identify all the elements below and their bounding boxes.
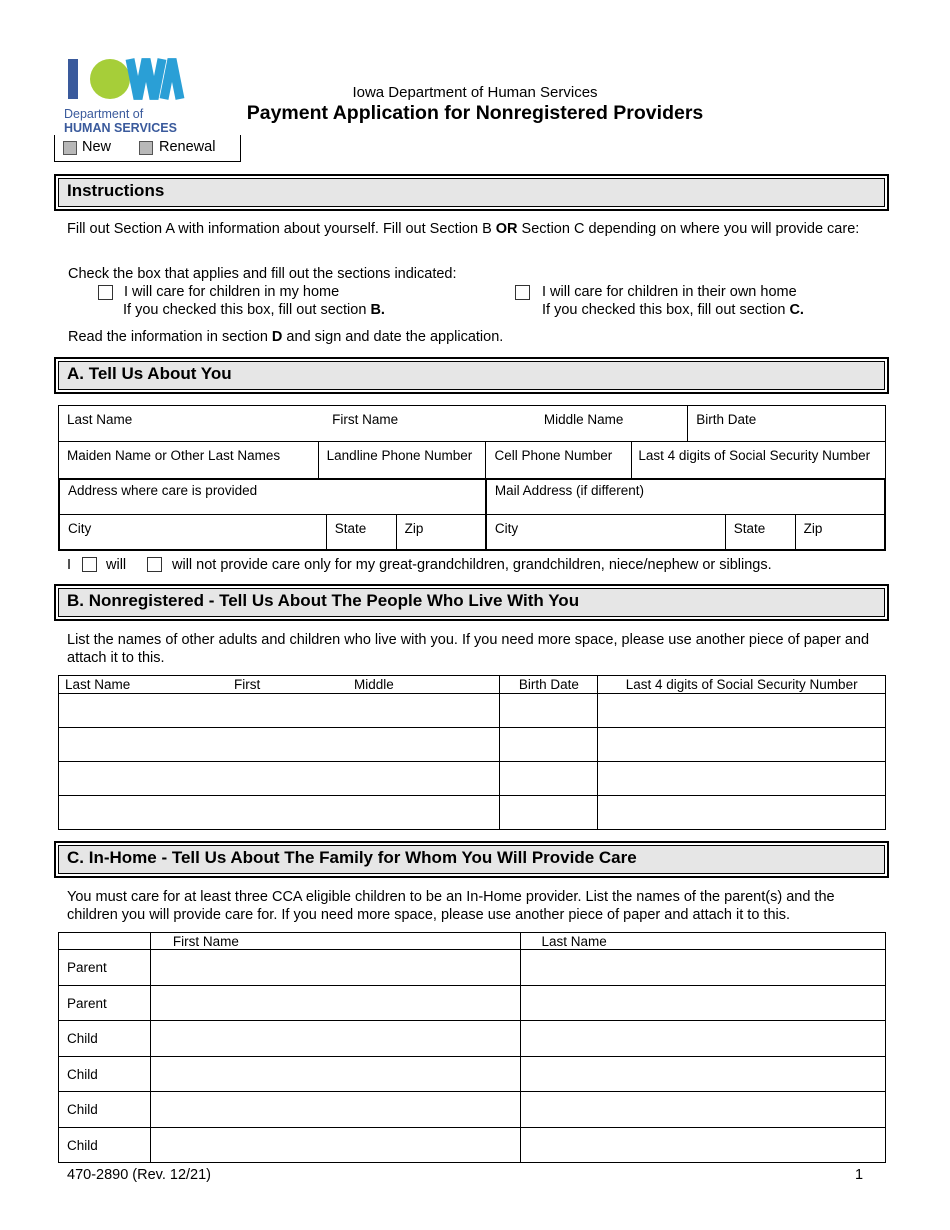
family-first-cell[interactable] [150, 1128, 521, 1163]
family-col-first: First Name [150, 933, 521, 950]
family-row-label: Parent [59, 986, 151, 1021]
section-a-table-mid [58, 441, 886, 479]
household-row [59, 694, 886, 728]
instructions-paragraph [67, 220, 887, 238]
family-last-cell[interactable] [521, 1092, 886, 1128]
household-table [58, 675, 886, 830]
instr-text-b: Section C depending on where you will provide care: [517, 221, 860, 237]
page-title: Payment Application for Nonregistered Providers [246, 102, 704, 124]
section-c-intro: You must care for at least three CCA eligible children to be an In-Home provider. List the names of the parent(s) and the children you will provide care for. If you need more space, please use another piece of paper and attach it to this. [67, 889, 835, 923]
household-ssn-cell[interactable] [598, 728, 886, 762]
family-row [59, 1092, 886, 1128]
will-not-label: will not provide care only for my great-grandchildren, grandchildren, niece/nephew or siblings. [172, 557, 772, 573]
will-label: will [106, 557, 127, 573]
family-row [59, 986, 886, 1021]
household-ssn-cell[interactable] [598, 796, 886, 830]
section-a-address-table [58, 478, 886, 551]
care-state-label: State [334, 520, 367, 536]
household-name-header [59, 676, 500, 694]
col-last-name: Last Name [65, 677, 131, 692]
family-first-cell[interactable] [150, 1092, 521, 1128]
household-row [59, 796, 886, 830]
renewal-label: Renewal [159, 139, 216, 155]
care-city-label: City [68, 520, 92, 536]
middle-name-field[interactable] [536, 406, 688, 442]
household-name-cell[interactable] [59, 694, 500, 728]
opt2-note-text: If you checked this box, fill out section [542, 302, 790, 318]
family-first-cell[interactable] [150, 1021, 521, 1057]
page-number: 1 [855, 1167, 864, 1183]
family-row-label: Parent [59, 950, 151, 986]
opt1-label: I will care for children in my home [124, 284, 340, 300]
cell-phone-field[interactable] [486, 442, 632, 479]
section-a-heading: A. Tell Us About You [58, 361, 885, 390]
household-name-cell[interactable] [59, 796, 500, 830]
family-row-label: Child [59, 1128, 151, 1163]
opt2-note [542, 301, 804, 319]
household-name-cell[interactable] [59, 728, 500, 762]
household-ssn-cell[interactable] [598, 762, 886, 796]
family-last-cell[interactable] [521, 950, 886, 986]
landline-label: Landline Phone Number [326, 448, 473, 463]
care-address-field[interactable] [59, 479, 486, 514]
family-last-cell[interactable] [521, 1128, 886, 1163]
opt1-section: B. [370, 302, 385, 318]
instructions-heading: Instructions [58, 178, 885, 207]
landline-field[interactable] [318, 442, 486, 479]
first-name-label: First Name [332, 412, 399, 427]
family-row [59, 1021, 886, 1057]
check-intro: Check the box that applies and fill out the sections indicated: [68, 266, 457, 282]
maiden-name-field[interactable] [59, 442, 319, 479]
birth-date-label: Birth Date [696, 412, 757, 427]
opt2-label: I will care for children in their own home [542, 284, 797, 300]
last-name-field[interactable] [59, 406, 325, 442]
first-name-field[interactable] [324, 406, 536, 442]
family-first-cell[interactable] [150, 1057, 521, 1092]
section-a-table-top [58, 405, 886, 442]
household-row [59, 762, 886, 796]
mail-city-field[interactable] [486, 514, 725, 550]
opt2-section: C. [789, 302, 804, 318]
household-birth-cell[interactable] [500, 796, 598, 830]
opt1-note [123, 301, 385, 319]
section-b-heading: B. Nonregistered - Tell Us About The People Who Live With You [58, 588, 885, 617]
mail-state-field[interactable] [725, 514, 795, 550]
will-i: I [67, 557, 72, 573]
family-col-last: Last Name [521, 933, 886, 950]
mail-address-label: Mail Address (if different) [494, 483, 644, 498]
new-renewal-box [54, 135, 241, 162]
section-a-header [54, 357, 889, 394]
family-row [59, 1128, 886, 1163]
mail-city-label: City [494, 520, 519, 536]
mail-zip-field[interactable] [795, 514, 885, 550]
family-first-cell[interactable] [150, 986, 521, 1021]
cell-phone-label: Cell Phone Number [494, 448, 613, 463]
section-b-header [54, 584, 889, 621]
household-birth-cell[interactable] [500, 728, 598, 762]
family-last-cell[interactable] [521, 1057, 886, 1092]
renewal-checkbox[interactable] [139, 141, 153, 155]
family-row [59, 950, 886, 986]
last-name-label: Last Name [67, 412, 133, 427]
family-row-label: Child [59, 1092, 151, 1128]
family-last-cell[interactable] [521, 986, 886, 1021]
family-last-cell[interactable] [521, 1021, 886, 1057]
care-in-their-home-checkbox[interactable] [515, 285, 530, 300]
care-zip-label: Zip [404, 520, 424, 536]
family-blank-header [59, 933, 151, 950]
new-checkbox[interactable] [63, 141, 77, 155]
household-row [59, 728, 886, 762]
care-address-label: Address where care is provided [68, 483, 258, 498]
household-birth-cell[interactable] [500, 762, 598, 796]
will-checkbox[interactable] [82, 557, 97, 572]
ssn4-field[interactable] [632, 442, 886, 479]
organization-name: Iowa Department of Human Services [352, 84, 598, 101]
read-text-a: Read the information in section [68, 329, 272, 345]
logo-sub1: Department of [64, 107, 144, 121]
opt1-note-text: If you checked this box, fill out section [123, 302, 371, 318]
household-ssn-cell[interactable] [598, 694, 886, 728]
dhs-logo [56, 55, 186, 135]
will-not-checkbox[interactable] [147, 557, 162, 572]
mail-zip-label: Zip [803, 520, 823, 536]
family-table [58, 932, 886, 1163]
mail-address-field[interactable] [486, 479, 885, 514]
household-name-cell[interactable] [59, 762, 500, 796]
instr-or: OR [495, 221, 518, 237]
instr-text-a: Fill out Section A with information about yourself. Fill out Section B [67, 221, 496, 237]
instructions-header [54, 174, 889, 211]
family-row-label: Child [59, 1021, 151, 1057]
birth-date-field[interactable] [688, 406, 886, 442]
col-ssn4: Last 4 digits of Social Security Number [598, 676, 886, 694]
read-d: D [271, 329, 283, 345]
new-label: New [82, 139, 112, 155]
maiden-name-label: Maiden Name or Other Last Names [67, 448, 281, 463]
mail-state-label: State [733, 520, 766, 536]
read-text-b: and sign and date the application. [282, 329, 504, 345]
section-c-heading: C. In-Home - Tell Us About The Family for Whom You Will Provide Care [58, 845, 885, 874]
care-zip-field[interactable] [396, 514, 486, 550]
section-b-intro: List the names of other adults and children who live with you. If you need more space, please use another piece of paper and attach it to this. [67, 632, 870, 666]
col-middle: Middle [354, 677, 394, 692]
section-c-header [54, 841, 889, 878]
care-city-field[interactable] [59, 514, 326, 550]
family-first-cell[interactable] [150, 950, 521, 986]
read-section-d [68, 328, 503, 346]
care-state-field[interactable] [326, 514, 396, 550]
ssn4-label: Last 4 digits of Social Security Number [638, 448, 871, 463]
col-birth-date: Birth Date [500, 676, 598, 694]
family-row-label: Child [59, 1057, 151, 1092]
middle-name-label: Middle Name [543, 412, 624, 427]
form-number: 470-2890 (Rev. 12/21) [67, 1167, 212, 1183]
household-birth-cell[interactable] [500, 694, 598, 728]
family-row [59, 1057, 886, 1092]
col-first: First [234, 677, 261, 692]
care-in-my-home-checkbox[interactable] [98, 285, 113, 300]
logo-sub2: HUMAN SERVICES [64, 121, 177, 135]
